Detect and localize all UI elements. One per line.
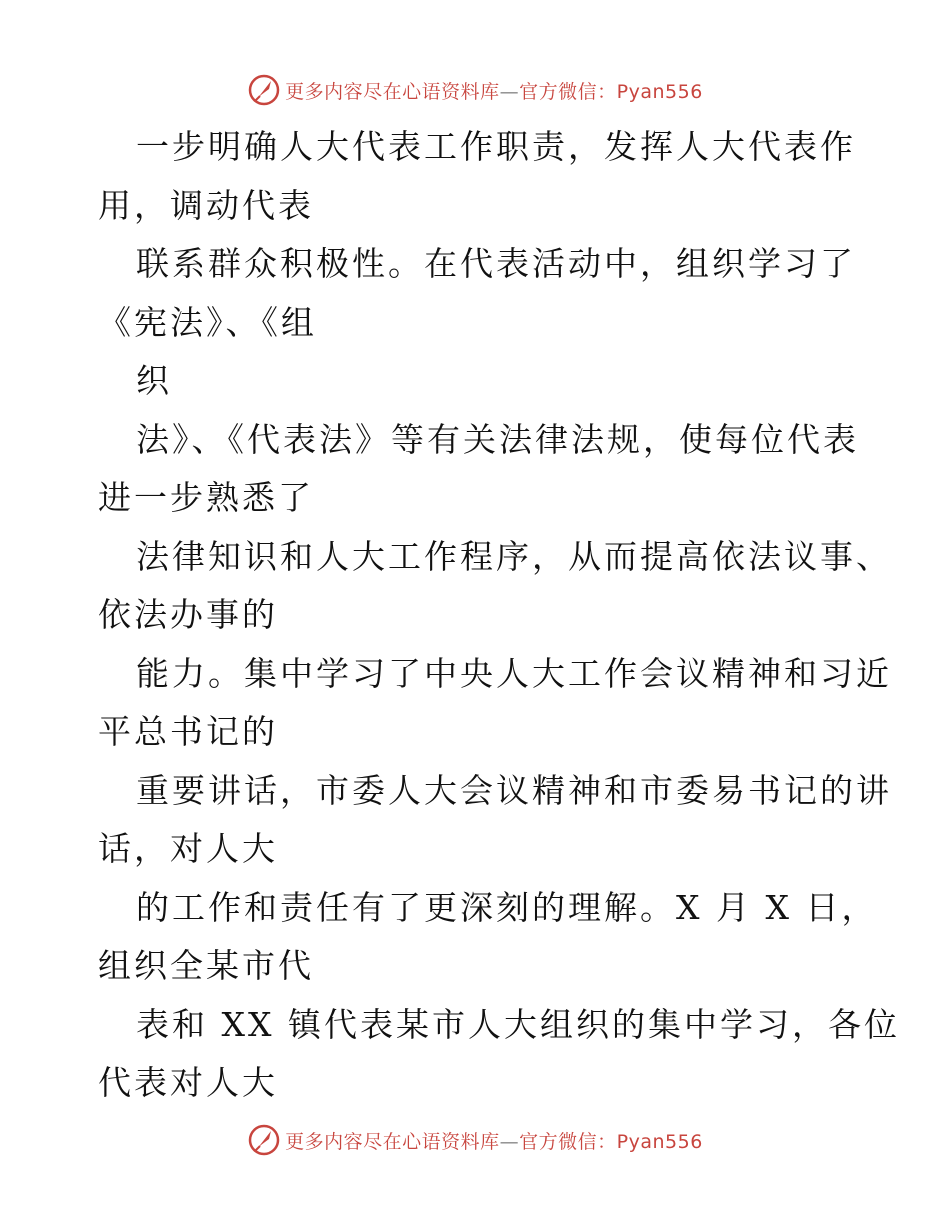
body-line: 《宪法》、《组 [98,303,317,342]
body-line: 表和 XX 镇代表某市人大组织的集中学习，各位 [136,1005,900,1044]
header-banner-text: 更多内容尽在心语资料库—官方微信：Pyan556 [285,80,703,103]
body-line: 织 [136,361,172,400]
body-line: 重要讲话，市委人大会议精神和市委易书记的讲 [136,771,892,810]
body-line: 联系群众积极性。在代表活动中，组织学习了 [136,244,856,283]
body-line: 代表对人大 [98,1063,278,1102]
quill-logo-icon [247,73,281,107]
body-line: 组织全某市代 [98,946,314,985]
body-line: 一步明确人大代表工作职责，发挥人大代表作 [136,127,856,166]
body-line: 依法办事的 [98,595,278,634]
body-line: 话，对人大 [98,829,278,868]
footer-banner-text: 更多内容尽在心语资料库—官方微信：Pyan556 [285,1130,703,1153]
body-line: 法》、《代表法》等有关法律法规，使每位代表 [136,420,859,459]
body-line: 进一步熟悉了 [98,478,314,517]
footer-banner [0,1120,950,1160]
header-banner [0,70,950,110]
quill-logo-icon [247,1123,281,1157]
body-line: 能力。集中学习了中央人大工作会议精神和习近 [136,654,892,693]
body-line: 用，调动代表 [98,186,314,225]
body-line: 平总书记的 [98,712,278,751]
body-line: 法律知识和人大工作程序，从而提高依法议事、 [136,537,892,576]
body-line: 的工作和责任有了更深刻的理解。X 月 X 日， [136,888,878,927]
